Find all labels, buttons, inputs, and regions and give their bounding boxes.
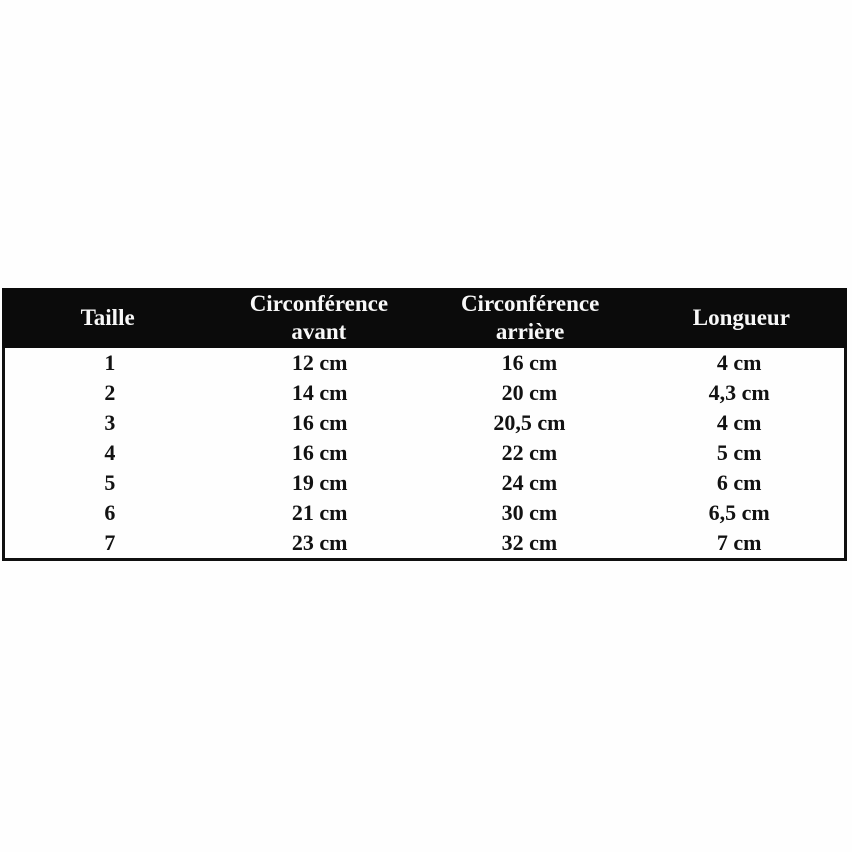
cell-circonference-arriere: 20,5 cm <box>493 410 566 435</box>
cell-taille: 6 <box>104 500 116 525</box>
cell-circonference-arriere: 32 cm <box>501 530 558 555</box>
cell-taille: 1 <box>104 350 116 375</box>
column-header-longueur-line1: Longueur <box>692 305 790 330</box>
column-header-longueur <box>636 304 847 332</box>
cell-circonference-avant: 12 cm <box>291 350 348 375</box>
cell-circonference-arriere: 22 cm <box>501 440 558 465</box>
cell-taille: 7 <box>104 530 116 555</box>
cell-circonference-avant: 19 cm <box>291 470 348 495</box>
column-header-circonference-avant-line2: avant <box>291 319 347 344</box>
cell-taille: 5 <box>104 470 116 495</box>
cell-circonference-arriere: 24 cm <box>501 470 558 495</box>
table-row <box>5 438 844 468</box>
cell-circonference-avant: 23 cm <box>291 530 348 555</box>
table-row <box>5 408 844 438</box>
column-header-circonference-arriere-line2: arrière <box>495 319 565 344</box>
column-header-circonference-avant-line1: Circonférence <box>249 291 389 316</box>
column-header-circonference-avant <box>213 290 424 346</box>
cell-longueur: 7 cm <box>716 530 762 555</box>
cell-taille: 4 <box>104 440 116 465</box>
table-row <box>5 378 844 408</box>
cell-circonference-avant: 16 cm <box>291 440 348 465</box>
column-header-circonference-arriere-line1: Circonférence <box>460 291 600 316</box>
column-header-taille-line1: Taille <box>80 305 135 330</box>
cell-taille: 3 <box>104 410 116 435</box>
column-header-taille <box>2 304 213 332</box>
cell-longueur: 5 cm <box>716 440 762 465</box>
cell-longueur: 6,5 cm <box>708 500 770 525</box>
cell-longueur: 4 cm <box>716 410 762 435</box>
cell-taille: 2 <box>104 380 116 405</box>
cell-longueur: 4 cm <box>716 350 762 375</box>
cell-longueur: 4,3 cm <box>708 380 770 405</box>
cell-circonference-avant: 14 cm <box>291 380 348 405</box>
column-header-circonference-arriere <box>425 290 636 346</box>
table-row <box>5 468 844 498</box>
cell-circonference-arriere: 16 cm <box>501 350 558 375</box>
table-row <box>5 528 844 558</box>
cell-circonference-avant: 16 cm <box>291 410 348 435</box>
cell-circonference-arriere: 30 cm <box>501 500 558 525</box>
table-body <box>2 348 847 561</box>
table-row <box>5 348 844 378</box>
table-header-row <box>2 288 847 348</box>
cell-circonference-arriere: 20 cm <box>501 380 558 405</box>
cell-longueur: 6 cm <box>716 470 762 495</box>
cell-circonference-avant: 21 cm <box>291 500 348 525</box>
size-chart-table <box>2 288 847 561</box>
table-row <box>5 498 844 528</box>
